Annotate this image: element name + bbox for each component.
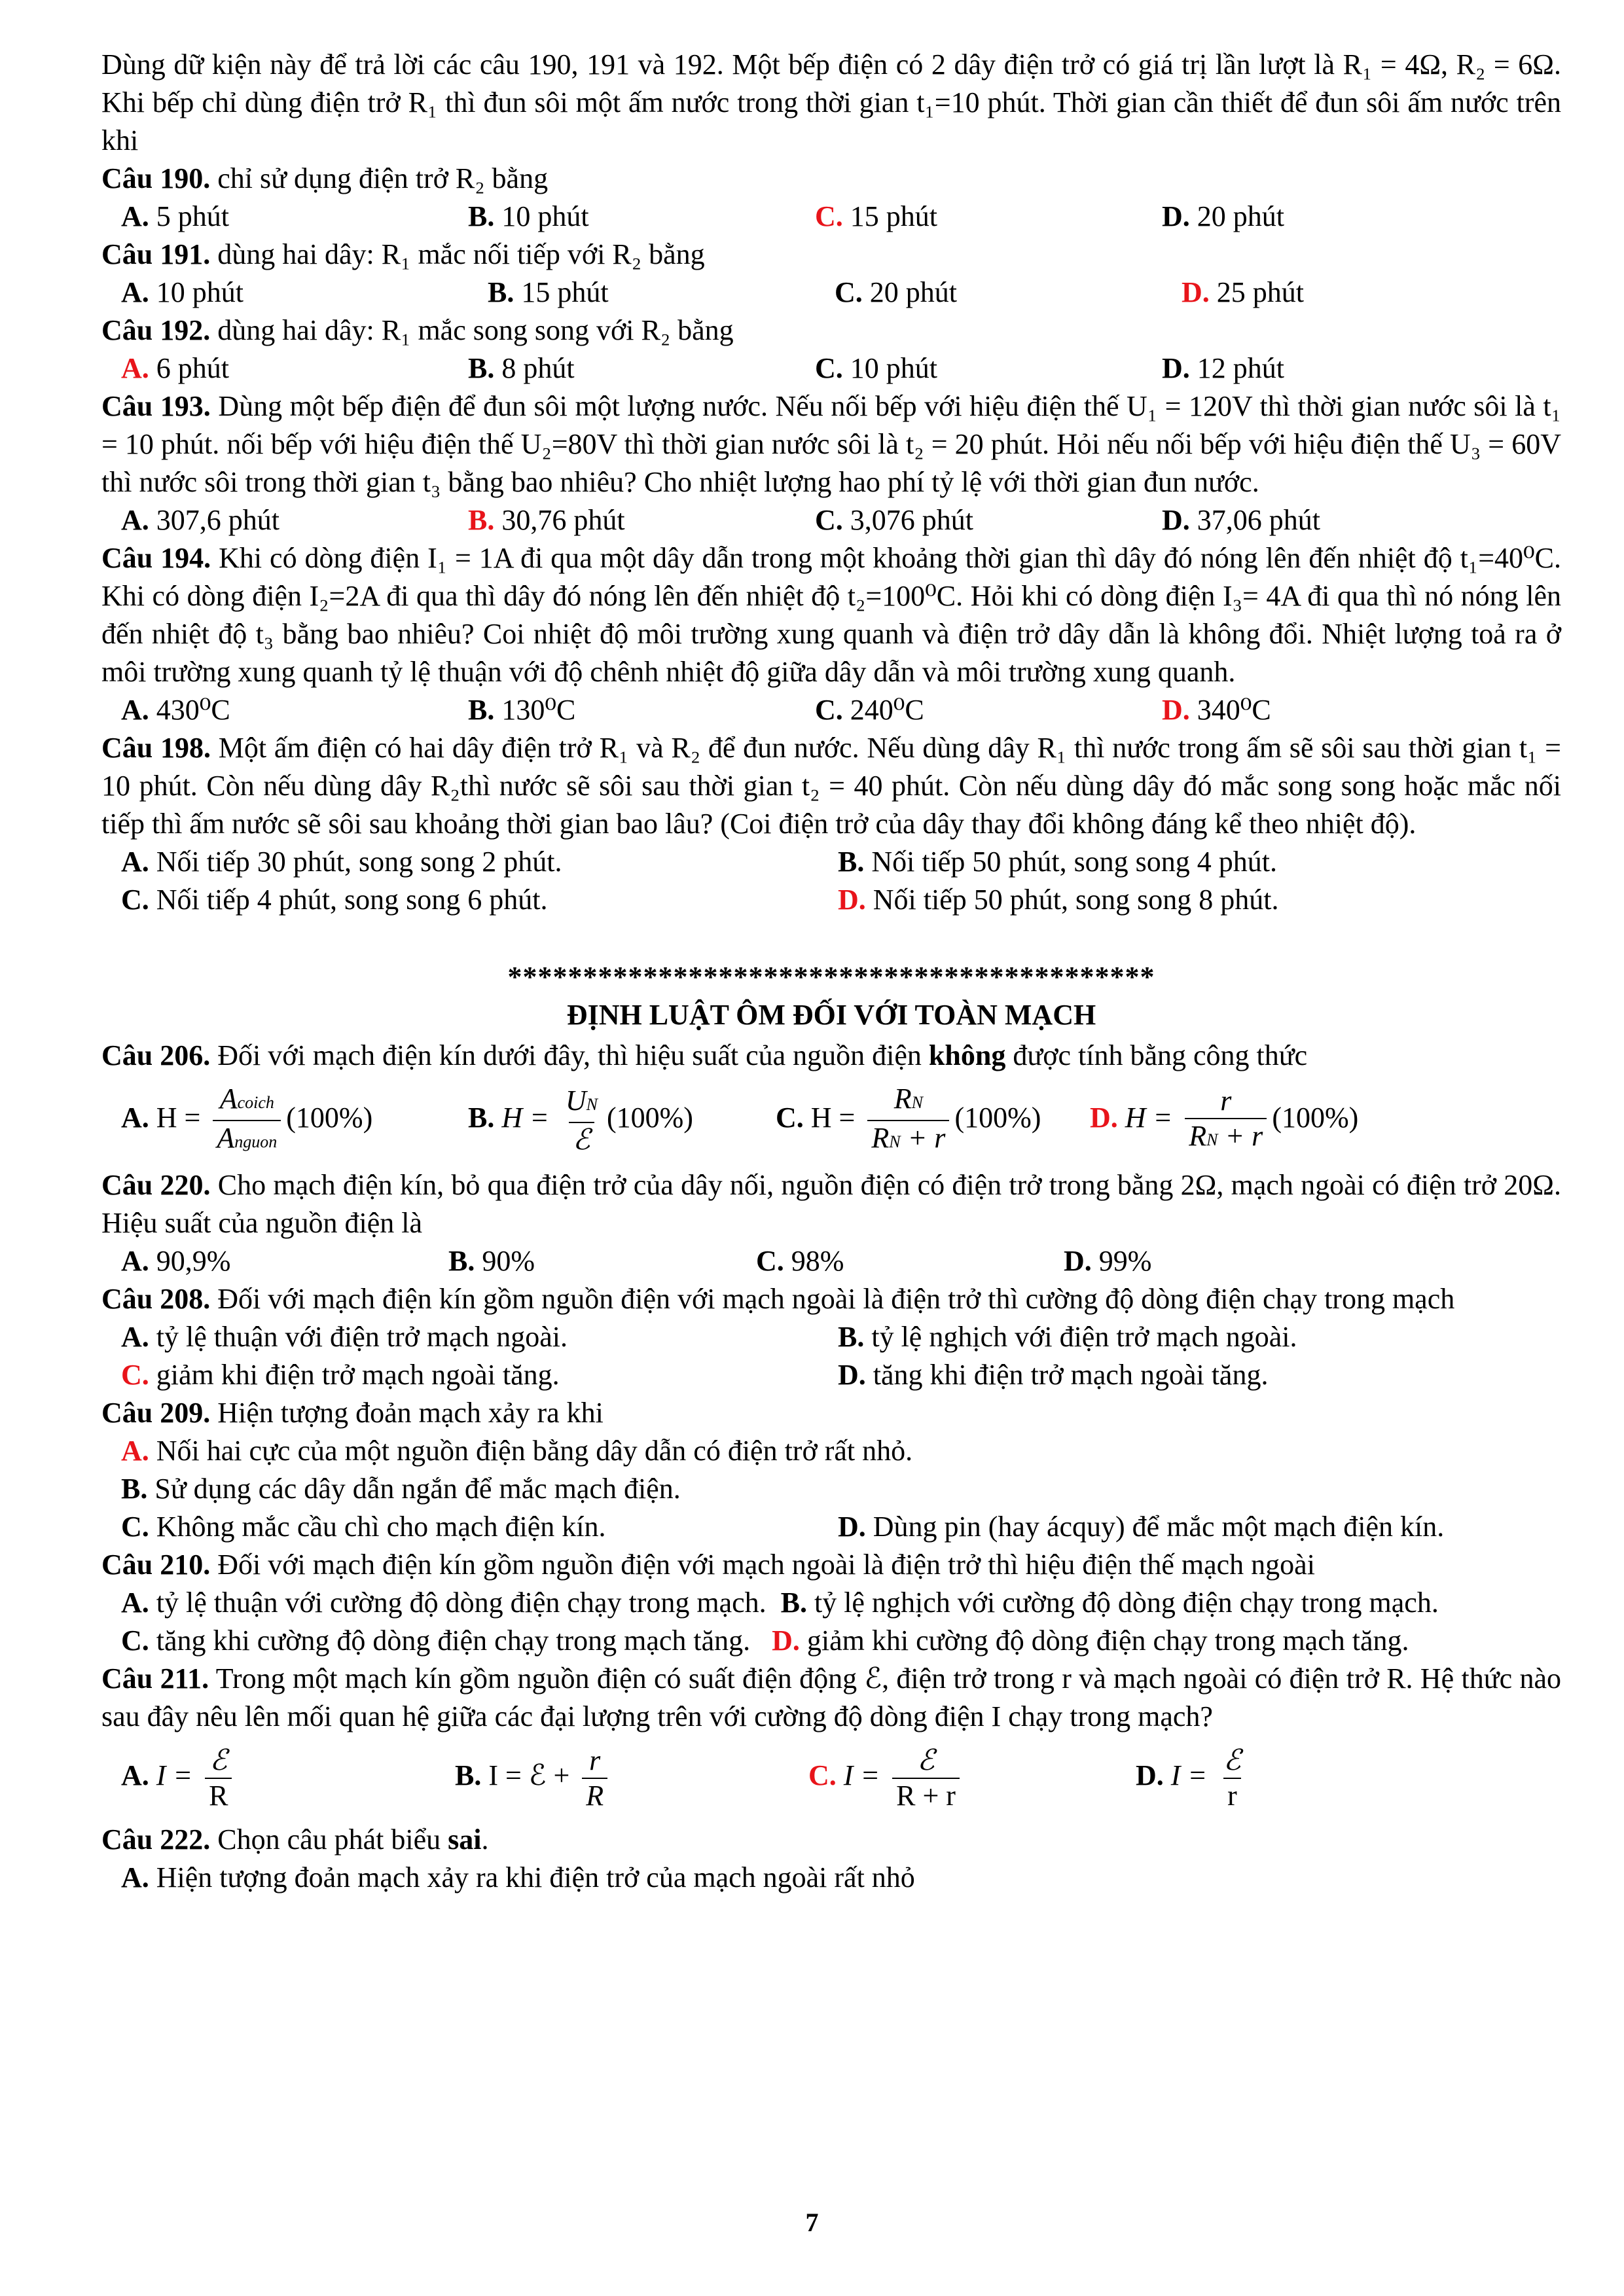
option-label-correct: A. — [121, 1435, 149, 1467]
option-label: B. — [838, 1321, 865, 1353]
option-text: 430⁰C — [156, 694, 230, 726]
fraction-numerator: r — [589, 1744, 601, 1776]
section-separator: ******************************************* — [507, 961, 1155, 993]
fraction — [867, 1082, 949, 1159]
question-number: Câu 208. — [101, 1283, 211, 1315]
option-a — [121, 1432, 912, 1470]
option-c — [756, 1242, 1064, 1280]
fraction — [892, 1744, 960, 1813]
fraction-numerator: ℰ — [1223, 1744, 1241, 1776]
question-209 — [101, 1394, 1561, 1432]
question-193 — [101, 387, 1561, 501]
formula-lhs: I = — [1170, 1759, 1208, 1792]
question-198 — [101, 729, 1561, 843]
option-text: 90% — [482, 1245, 535, 1277]
symbol: A — [217, 1122, 235, 1154]
subscript: N — [1206, 1130, 1218, 1149]
option-d — [838, 1508, 1555, 1546]
option-d — [1162, 198, 1509, 236]
options-192 — [101, 350, 1561, 387]
option-c — [815, 501, 1162, 539]
fraction-numerator: ℰ — [917, 1744, 935, 1776]
fraction-denominator: R + r — [892, 1778, 960, 1813]
subscript: nguon — [234, 1132, 278, 1151]
question-number: Câu 211. — [101, 1662, 209, 1695]
option-text: Nối tiếp 4 phút, song song 6 phút. — [156, 884, 548, 916]
option-text: tăng khi điện trở mạch ngoài tăng. — [873, 1359, 1269, 1391]
subscript: coich — [237, 1093, 274, 1112]
option-b — [121, 1470, 681, 1508]
options-209-row1 — [101, 1432, 1561, 1470]
question-number: Câu 193. — [101, 390, 211, 422]
option-a — [121, 1242, 448, 1280]
option-label: C. — [121, 1511, 149, 1543]
option-b — [468, 501, 815, 539]
option-text: giảm khi điện trở mạch ngoài tăng. — [156, 1359, 560, 1391]
symbol: R — [871, 1122, 890, 1154]
fraction-numerator — [890, 1082, 927, 1120]
question-text: Đối với mạch điện kín gồm nguồn điện với mạch ngoài là điện trở thì cường độ dòng điện chạy trong mạch — [210, 1283, 1455, 1315]
question-222 — [101, 1821, 1561, 1859]
option-text: 10 phút — [850, 352, 938, 384]
option-text: 10 phút — [501, 200, 589, 232]
fraction-denominator: r — [1223, 1778, 1241, 1813]
option-a — [121, 350, 468, 387]
option-text: 340⁰C — [1197, 694, 1271, 726]
option-label: D. — [838, 1359, 866, 1391]
option-label-correct: D. — [838, 884, 866, 916]
option-b — [455, 1744, 808, 1813]
option-d — [1090, 1084, 1391, 1157]
option-label: C. — [121, 1624, 149, 1657]
option-d — [1162, 350, 1509, 387]
option-c — [121, 1508, 838, 1546]
option-text: 99% — [1098, 1245, 1152, 1277]
option-label: C. — [121, 884, 149, 916]
options-194 — [101, 691, 1561, 729]
option-d — [838, 1356, 1555, 1394]
formula-lhs: H = — [1125, 1102, 1173, 1134]
option-text: 20 phút — [1197, 200, 1285, 232]
options-193 — [101, 501, 1561, 539]
question-number: Câu 209. — [101, 1397, 211, 1429]
subscript: N — [889, 1132, 901, 1151]
question-text: Chọn câu phát biểu — [210, 1823, 448, 1856]
question-number: Câu 198. — [101, 732, 211, 764]
options-206 — [101, 1075, 1561, 1166]
option-text: 307,6 phút — [156, 504, 280, 536]
question-text: Cho mạch điện kín, bỏ qua điện trở của dây nối, nguồn điện có điện trở trong bằng 2Ω, mạch ngoài có điện trở 20Ω. Hiệu suất của nguồn điện là — [101, 1169, 1561, 1239]
question-text-emphasis: không — [928, 1039, 1006, 1071]
option-a — [121, 843, 838, 881]
option-a — [121, 1744, 455, 1813]
intro-paragraph: Dùng dữ kiện này để trả lời các câu 190, 191 và 192. Một bếp điện có 2 dây điện trở có giá trị lần lượt là R₁ = 4Ω, R₂ = 6Ω. Khi bếp chỉ dùng điện trở R₁ thì đun sôi một ấm nước trong thời gian t₁=10 phút. Thời gian cần thiết để đun sôi ấm nước trên khi — [101, 48, 1561, 156]
fraction-numerator: ℰ — [209, 1744, 228, 1776]
option-text: 25 phút — [1216, 276, 1305, 308]
question-220 — [101, 1166, 1561, 1242]
formula-lhs: I = — [156, 1759, 193, 1792]
question-191 — [101, 236, 1561, 274]
formula-tail: (100%) — [286, 1102, 373, 1134]
option-b — [468, 691, 815, 729]
options-208-row1 — [101, 1318, 1561, 1356]
option-c — [815, 691, 1162, 729]
formula-lhs: H = — [810, 1102, 856, 1134]
option-b — [838, 1318, 1555, 1356]
option-label: D. — [1162, 504, 1190, 536]
fraction — [1219, 1744, 1245, 1813]
option-a — [121, 274, 488, 312]
option-text: 37,06 phút — [1197, 504, 1321, 536]
option-text: Sử dụng các dây dẫn ngắn để mắc mạch điện. — [154, 1473, 681, 1505]
question-206 — [101, 1037, 1561, 1075]
option-text: 5 phút — [156, 200, 230, 232]
option-label: B. — [468, 352, 495, 384]
option-label: B. — [455, 1759, 482, 1792]
fraction — [205, 1744, 232, 1813]
fraction-denominator — [213, 1120, 281, 1159]
option-a — [121, 1082, 468, 1159]
section-title: ĐỊNH LUẬT ÔM ĐỐI VỚI TOÀN MẠCH — [566, 999, 1096, 1031]
option-d — [1162, 501, 1509, 539]
option-text: tỷ lệ thuận với điện trở mạch ngoài. — [156, 1321, 568, 1353]
option-text: 20 phút — [869, 276, 958, 308]
option-c — [815, 350, 1162, 387]
options-191 — [101, 274, 1561, 312]
fraction-numerator — [562, 1084, 602, 1122]
option-label: B. — [121, 1473, 148, 1505]
option-c — [121, 881, 838, 919]
question-text: Trong một mạch kín gồm nguồn điện có suất điện động ℰ, điện trở trong r và mạch ngoài có điện trở R. Hệ thức nào sau đây nêu lên mối quan hệ giữa các đại lượng trên với cường độ dòng điện I chạy trong mạch? — [101, 1662, 1561, 1732]
option-text: tăng khi cường độ dòng điện chạy trong mạch tăng. — [156, 1624, 751, 1657]
question-number: Câu 194. — [101, 542, 211, 574]
question-190 — [101, 160, 1561, 198]
question-text: được tính bằng công thức — [1005, 1039, 1308, 1071]
document-page — [101, 46, 1561, 1897]
fraction-denominator — [1185, 1118, 1267, 1157]
option-label: A. — [121, 846, 149, 878]
question-text: Đối với mạch điện kín dưới đây, thì hiệu suất của nguồn điện — [210, 1039, 929, 1071]
question-text: dùng hai dây: R₁ mắc nối tiếp với R₂ bằng — [210, 238, 705, 270]
option-text: 98% — [791, 1245, 844, 1277]
option-label: B. — [780, 1587, 807, 1619]
question-number: Câu 222. — [101, 1823, 211, 1856]
question-text: Dùng một bếp điện để đun sôi một lượng nước. Nếu nối bếp với hiệu điện thế U₁ = 120V thì thời gian nước sôi là t₁ = 10 phút. nối bếp với hiệu điện thế U₂=80V thì thời gian nước sôi là t₂ = 20 phút. Hỏi nếu nối bếp với hiệu điện thế U₃ = 60V thì nước sôi trong thời gian t₃ bằng bao nhiêu? Cho nhiệt lượng hao phí tỷ lệ với thời gian đun nước. — [101, 390, 1561, 498]
option-text: 90,9% — [156, 1245, 231, 1277]
option-label-correct: A. — [121, 352, 149, 384]
option-a — [121, 198, 468, 236]
option-label: D. — [1162, 200, 1190, 232]
option-label: C. — [776, 1102, 804, 1134]
formula-lhs: H = — [156, 1102, 201, 1134]
option-label: A. — [121, 1759, 149, 1792]
option-label: A. — [121, 694, 149, 726]
option-label: C. — [815, 504, 843, 536]
option-c — [835, 274, 1182, 312]
option-label: C. — [815, 352, 843, 384]
option-label-correct: D. — [1090, 1102, 1118, 1134]
options-209-row2 — [101, 1470, 1561, 1508]
option-d — [1182, 274, 1443, 312]
option-label: A. — [121, 276, 149, 308]
option-text: Nối tiếp 50 phút, song song 8 phút. — [873, 884, 1279, 916]
option-a — [121, 1859, 915, 1897]
option-label: B. — [468, 200, 495, 232]
formula-tail: (100%) — [954, 1102, 1041, 1134]
option-label: B. — [448, 1245, 475, 1277]
option-label: A. — [121, 504, 149, 536]
fraction — [562, 1084, 602, 1157]
option-label: A. — [121, 1587, 149, 1619]
question-number: Câu 210. — [101, 1549, 211, 1581]
fraction — [582, 1744, 607, 1813]
symbol: R — [1189, 1120, 1207, 1152]
option-a — [121, 1318, 838, 1356]
option-text: 12 phút — [1197, 352, 1285, 384]
option-text: 15 phút — [521, 276, 609, 308]
formula-tail: (100%) — [1272, 1102, 1359, 1134]
option-a — [121, 501, 468, 539]
option-b — [448, 1242, 756, 1280]
option-b — [468, 198, 815, 236]
option-a — [121, 691, 468, 729]
option-label: A. — [121, 1102, 149, 1134]
options-210-ab — [101, 1584, 1561, 1622]
option-label-correct: B. — [468, 504, 495, 536]
option-b — [468, 350, 815, 387]
option-text: giảm khi cường độ dòng điện chạy trong mạch tăng. — [806, 1624, 1409, 1657]
option-text: Nối hai cực của một nguồn điện bằng dây dẫn có điện trở rất nhỏ. — [156, 1435, 913, 1467]
options-209-row3 — [101, 1508, 1561, 1546]
options-208-row2 — [101, 1356, 1561, 1394]
options-220 — [101, 1242, 1561, 1280]
options-211 — [101, 1736, 1561, 1821]
option-text: Nối tiếp 30 phút, song song 2 phút. — [156, 846, 562, 878]
symbol: A — [219, 1083, 238, 1115]
option-label: C. — [756, 1245, 784, 1277]
option-text: 130⁰C — [501, 694, 576, 726]
question-211 — [101, 1660, 1561, 1736]
options-222 — [101, 1859, 1561, 1897]
option-label: B. — [468, 694, 495, 726]
question-number: Câu 192. — [101, 314, 211, 346]
subscript: N — [586, 1095, 598, 1114]
option-b — [468, 1084, 776, 1157]
question-text: dùng hai dây: R₁ mắc song song với R₂ bằng — [210, 314, 734, 346]
option-text: 8 phút — [501, 352, 575, 384]
fraction-denominator: R — [205, 1778, 232, 1813]
question-text: Khi có dòng điện I₁ = 1A đi qua một dây dẫn trong một khoảng thời gian thì dây đó nóng lên đến nhiệt độ t₁=40⁰C. Khi có dòng điện I₂=2A đi qua thì dây đó nóng lên đến nhiệt độ t₂=100⁰C. Hỏi khi có dòng điện I₃= 4A đi qua thì nó nóng lên đến nhiệt độ t₃ bằng bao nhiêu? Coi nhiệt độ môi trường xung quanh và điện trở dây dẫn là không đổi. Nhiệt lượng toả ra ở môi trường xung quanh tỷ lệ thuận với độ chênh nhiệt độ giữa dây dẫn và môi trường xung quanh. — [101, 542, 1561, 688]
fraction-numerator: r — [1220, 1085, 1232, 1117]
option-c — [815, 198, 1162, 236]
option-label: B. — [838, 846, 865, 878]
option-text: Dùng pin (hay ácquy) để mắc một mạch điện kín. — [873, 1511, 1445, 1543]
option-label-correct: C. — [121, 1359, 149, 1391]
fraction-denominator — [867, 1120, 949, 1159]
option-label: A. — [121, 1321, 149, 1353]
option-label-correct: D. — [1162, 694, 1190, 726]
fraction — [1185, 1084, 1267, 1157]
option-label: D. — [1162, 352, 1190, 384]
option-label: C. — [835, 276, 863, 308]
option-b — [838, 843, 1555, 881]
option-label: A. — [121, 1245, 149, 1277]
option-label: A. — [121, 1861, 149, 1893]
symbol: U — [565, 1085, 586, 1117]
symbol: + r — [1218, 1120, 1263, 1152]
formula-lhs: I = ℰ + — [488, 1759, 570, 1792]
question-number: Câu 190. — [101, 162, 211, 194]
option-text: 3,076 phút — [850, 504, 974, 536]
formula-tail: (100%) — [606, 1102, 693, 1134]
option-d — [1162, 691, 1509, 729]
question-text: Hiện tượng đoản mạch xảy ra khi — [210, 1397, 604, 1429]
fraction — [213, 1082, 281, 1159]
fraction-denominator: ℰ — [569, 1122, 594, 1157]
option-text: tỷ lệ thuận với cường độ dòng điện chạy trong mạch. — [156, 1587, 767, 1619]
question-number: Câu 220. — [101, 1169, 211, 1201]
option-text: Không mắc cầu chì cho mạch điện kín. — [156, 1511, 606, 1543]
option-label-correct: D. — [1182, 276, 1210, 308]
subscript: N — [911, 1093, 924, 1112]
option-text: 6 phút — [156, 352, 230, 384]
option-label: C. — [815, 694, 843, 726]
option-label: A. — [121, 200, 149, 232]
option-text: tỷ lệ nghịch với điện trở mạch ngoài. — [871, 1321, 1297, 1353]
question-210 — [101, 1546, 1561, 1584]
fraction-numerator — [216, 1082, 278, 1120]
option-text: tỷ lệ nghịch với cường độ dòng điện chạy trong mạch. — [814, 1587, 1439, 1619]
option-label: B. — [468, 1102, 495, 1134]
question-194 — [101, 539, 1561, 691]
question-text-emphasis: sai — [448, 1823, 482, 1856]
question-text: Một ấm điện có hai dây điện trở R₁ và R₂ để đun nước. Nếu dùng dây R₁ thì nước trong ấm sẽ sôi sau thời gian t₁ = 10 phút. Còn nếu dùng dây R₂thì nước sẽ sôi sau thời gian t₂ = 40 phút. Còn nếu dùng dây đó mắc song song hoặc mắc nối tiếp thì ấm nước sẽ sôi sau khoảng thời gian bao lâu? (Coi điện trở của dây thay đổi không đáng kể theo nhiệt độ). — [101, 732, 1561, 840]
fraction-denominator: R — [582, 1778, 607, 1813]
symbol: R — [893, 1083, 912, 1115]
option-label: D. — [1064, 1245, 1092, 1277]
option-c — [121, 1356, 838, 1394]
option-label: D. — [838, 1511, 866, 1543]
option-text: 15 phút — [850, 200, 938, 232]
question-text: chỉ sử dụng điện trở R₂ bằng — [210, 162, 549, 194]
option-label-correct: C. — [815, 200, 843, 232]
question-text: Đối với mạch điện kín gồm nguồn điện với mạch ngoài là điện trở thì hiệu điện thế mạch ngoài — [210, 1549, 1315, 1581]
option-label: D. — [1136, 1759, 1164, 1792]
page-number: 7 — [805, 2208, 819, 2237]
option-d — [1064, 1242, 1326, 1280]
options-198-row2 — [101, 881, 1561, 919]
question-text: . — [481, 1823, 489, 1856]
option-label: B. — [488, 276, 514, 308]
options-190 — [101, 198, 1561, 236]
option-c — [776, 1082, 1090, 1159]
option-b — [488, 274, 835, 312]
option-text: 240⁰C — [850, 694, 924, 726]
options-198-row1 — [101, 843, 1561, 881]
option-label-correct: D. — [772, 1624, 800, 1657]
option-text: Hiện tượng đoản mạch xảy ra khi điện trở của mạch ngoài rất nhỏ — [156, 1861, 915, 1893]
symbol: + r — [900, 1122, 946, 1154]
option-text: 30,76 phút — [501, 504, 625, 536]
option-text: 10 phút — [156, 276, 244, 308]
question-number: Câu 191. — [101, 238, 211, 270]
option-d — [1136, 1744, 1398, 1813]
formula-lhs: H = — [501, 1102, 549, 1134]
formula-lhs: I = — [843, 1759, 880, 1792]
option-text: Nối tiếp 50 phút, song song 4 phút. — [871, 846, 1278, 878]
question-number: Câu 206. — [101, 1039, 211, 1071]
option-c — [808, 1744, 1136, 1813]
question-208 — [101, 1280, 1561, 1318]
option-label-correct: C. — [808, 1759, 837, 1792]
question-192 — [101, 312, 1561, 350]
option-d — [838, 881, 1555, 919]
options-210-cd — [101, 1622, 1561, 1660]
